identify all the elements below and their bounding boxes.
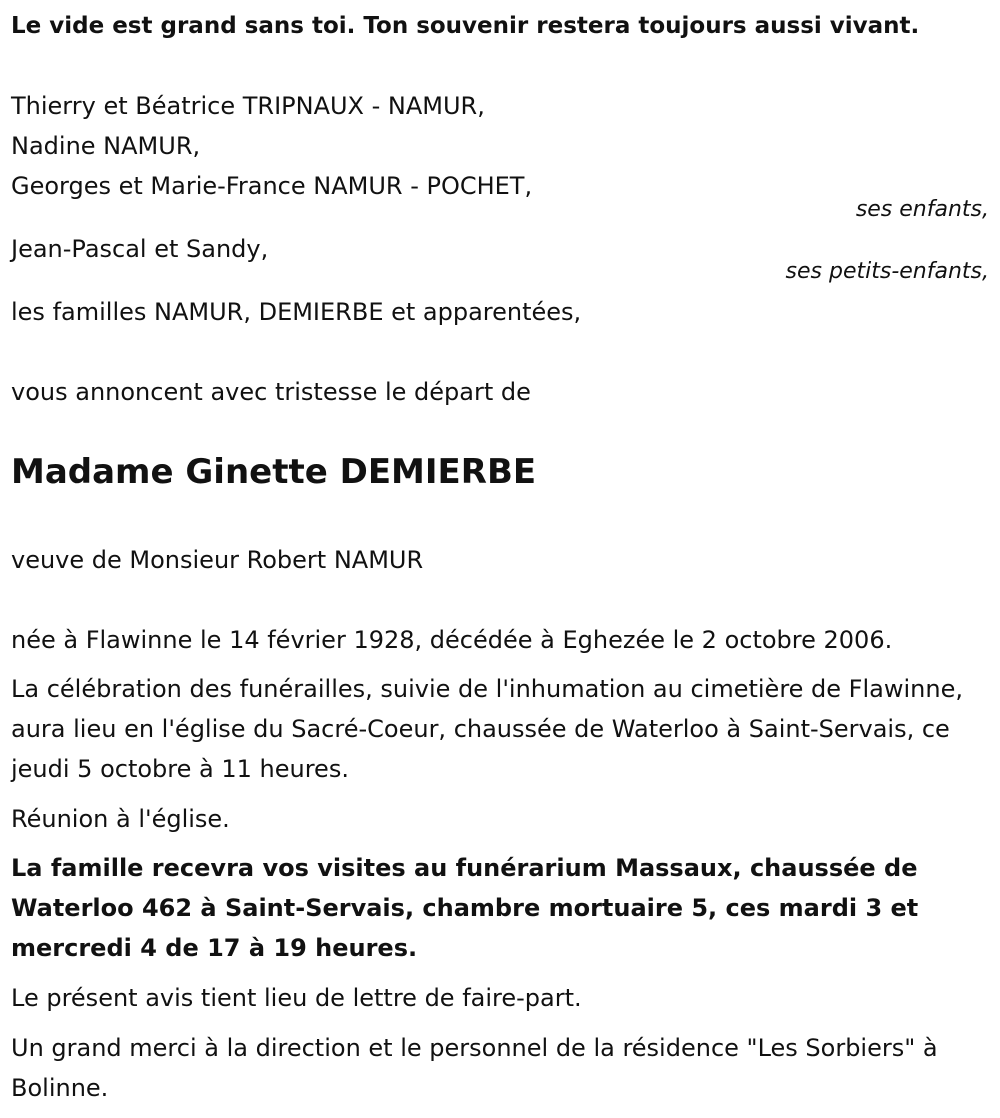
announce-line: vous annoncent avec tristesse le départ de	[11, 378, 531, 406]
visits-paragraph: La famille recevra vos visites au funérarium Massaux, chaussée de Waterloo 462 à Saint-Servais, chambre mortuaire 5, ces mardi 3 et mercredi 4 de 17 à 19 heures.	[11, 854, 919, 962]
meeting-line: Réunion à l'église.	[11, 805, 230, 833]
families-line: les familles NAMUR, DEMIERBE et apparentées,	[11, 298, 582, 326]
family-line-1: Thierry et Béatrice TRIPNAUX - NAMUR,	[11, 92, 485, 120]
family-line-3: Georges et Marie-France NAMUR - POCHET,	[11, 172, 533, 200]
ceremony-paragraph: La célébration des funérailles, suivie de l'inhumation au cimetière de Flawinne, aura lieu en l'église du Sacré-Coeur, chaussée de Waterloo à Saint-Servais, ce jeudi 5 octobre à 11 heures.	[11, 675, 963, 783]
heading-quote: Le vide est grand sans toi. Ton souvenir restera toujours aussi vivant.	[11, 13, 920, 39]
role-grandchildren: ses petits-enfants,	[785, 259, 989, 284]
widow-line: veuve de Monsieur Robert NAMUR	[11, 546, 424, 574]
thanks-paragraph: Un grand merci à la direction et le personnel de la résidence "Les Sorbiers" à Bolinne.	[11, 1034, 938, 1102]
notice-line: Le présent avis tient lieu de lettre de faire-part.	[11, 984, 582, 1012]
family-line-2: Nadine NAMUR,	[11, 132, 201, 160]
deceased-name: Madame Ginette DEMIERBE	[11, 452, 537, 492]
dates-line: née à Flawinne le 14 février 1928, décédée à Eghezée le 2 octobre 2006.	[11, 626, 893, 654]
role-children: ses enfants,	[855, 197, 989, 222]
grandchildren-line: Jean-Pascal et Sandy,	[11, 235, 269, 263]
